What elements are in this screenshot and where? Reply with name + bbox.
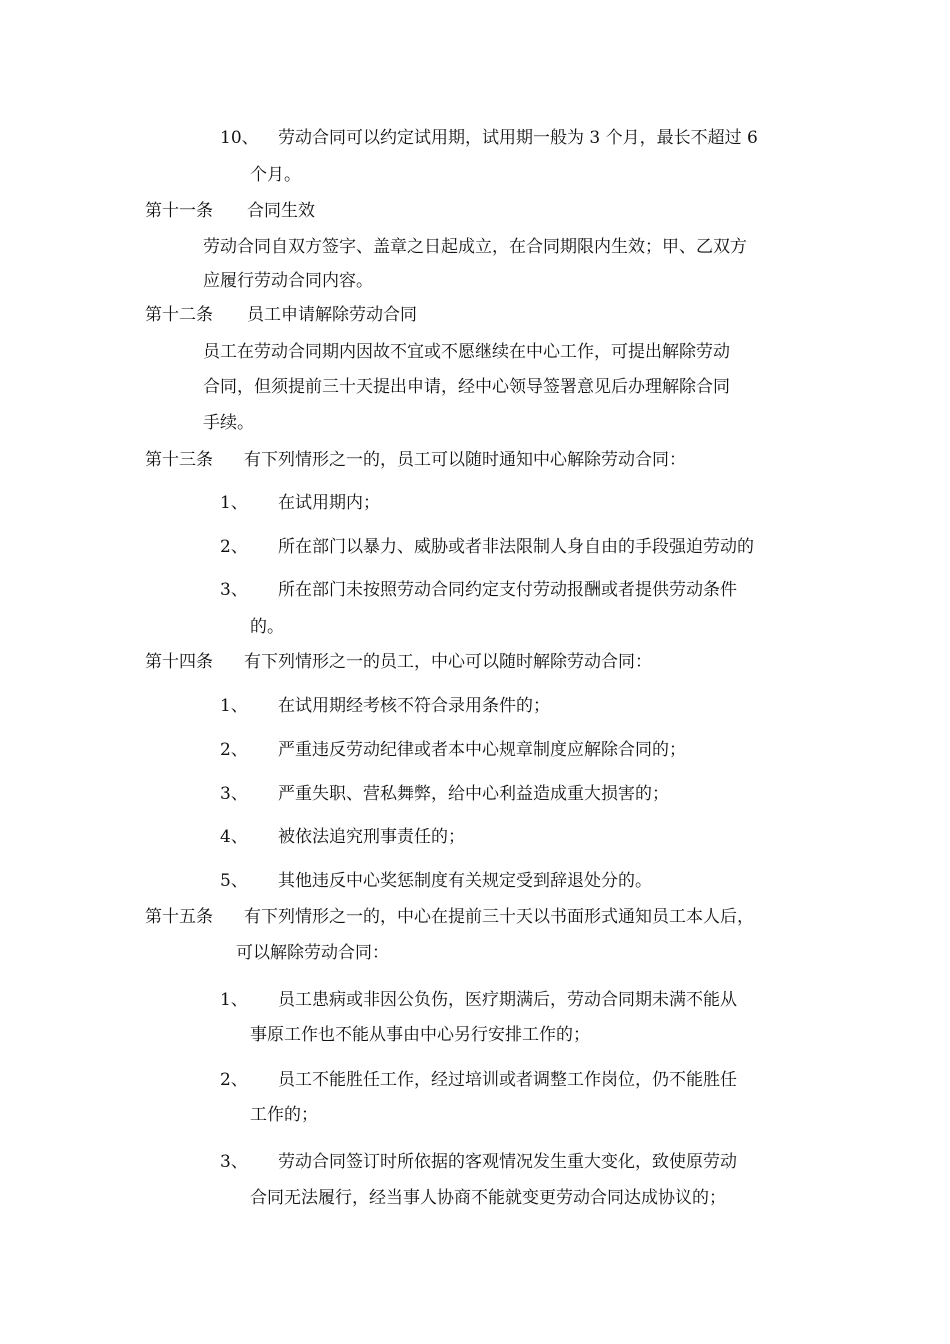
item-text-cont: 个月。 — [250, 165, 301, 185]
list-item-text: 被依法追究刑事责任的； — [278, 827, 465, 847]
list-item-number: 1、 — [220, 493, 248, 513]
list-item-number: 1、 — [220, 990, 248, 1010]
article-11-text: 劳动合同自双方签字、盖章之日起成立，在合同期限内生效；甲、乙双方 — [203, 237, 747, 257]
item-number: 10、 — [220, 128, 259, 148]
article-12-text: 员工在劳动合同期内因故不宜或不愿继续在中心工作，可提出解除劳动 — [203, 342, 730, 362]
list-item-number: 4、 — [220, 827, 248, 847]
article-11-heading: 合同生效 — [247, 201, 315, 221]
list-item-text-cont: 的。 — [250, 617, 284, 637]
list-item-text-cont: 合同无法履行，经当事人协商不能就变更劳动合同达成协议的； — [250, 1188, 726, 1208]
list-item-text: 在试用期内； — [278, 493, 380, 513]
list-item-number: 3、 — [220, 1152, 248, 1172]
article-13-title: 第十三条 — [145, 450, 213, 470]
list-item-text: 在试用期经考核不符合录用条件的； — [278, 696, 550, 716]
list-item-number: 2、 — [220, 537, 248, 557]
article-15-heading: 有下列情形之一的，中心在提前三十天以书面形式通知员工本人后， — [244, 907, 754, 927]
list-item-text: 其他违反中心奖惩制度有关规定受到辞退处分的。 — [278, 871, 652, 891]
list-item-text-cont: 工作的； — [250, 1105, 318, 1125]
list-item-number: 3、 — [220, 580, 248, 600]
list-item-text: 员工患病或非因公负伤，医疗期满后，劳动合同期未满不能从 — [278, 990, 737, 1010]
article-15-heading-cont: 可以解除劳动合同： — [236, 943, 389, 963]
article-12-title: 第十二条 — [145, 305, 213, 325]
article-12-text: 合同，但须提前三十天提出申请，经中心领导签署意见后办理解除合同 — [203, 377, 730, 397]
list-item-text: 劳动合同签订时所依据的客观情况发生重大变化，致使原劳动 — [278, 1152, 737, 1172]
list-item-text: 严重失职、营私舞弊，给中心利益造成重大损害的； — [278, 784, 669, 804]
article-12-heading: 员工申请解除劳动合同 — [247, 305, 417, 325]
list-item-text-cont: 事原工作也不能从事由中心另行安排工作的； — [250, 1025, 590, 1045]
article-14-heading: 有下列情形之一的员工，中心可以随时解除劳动合同： — [244, 652, 652, 672]
list-item-text: 所在部门以暴力、威胁或者非法限制人身自由的手段强迫劳动的 — [278, 537, 754, 557]
list-item-number: 3、 — [220, 784, 248, 804]
article-15-title: 第十五条 — [145, 907, 213, 927]
list-item-number: 2、 — [220, 740, 248, 760]
item-text: 劳动合同可以约定试用期，试用期一般为 3 个月，最长不超过 6 — [278, 128, 758, 148]
article-11-text: 应履行劳动合同内容。 — [203, 271, 373, 291]
article-14-title: 第十四条 — [145, 652, 213, 672]
list-item-text: 员工不能胜任工作，经过培训或者调整工作岗位，仍不能胜任 — [278, 1070, 737, 1090]
article-11-title: 第十一条 — [145, 201, 213, 221]
list-item-text: 严重违反劳动纪律或者本中心规章制度应解除合同的； — [278, 740, 686, 760]
list-item-number: 5、 — [220, 871, 248, 891]
list-item-number: 1、 — [220, 696, 248, 716]
article-13-heading: 有下列情形之一的，员工可以随时通知中心解除劳动合同： — [244, 450, 686, 470]
article-12-text: 手续。 — [203, 413, 254, 433]
list-item-number: 2、 — [220, 1070, 248, 1090]
list-item-text: 所在部门未按照劳动合同约定支付劳动报酬或者提供劳动条件 — [278, 580, 737, 600]
